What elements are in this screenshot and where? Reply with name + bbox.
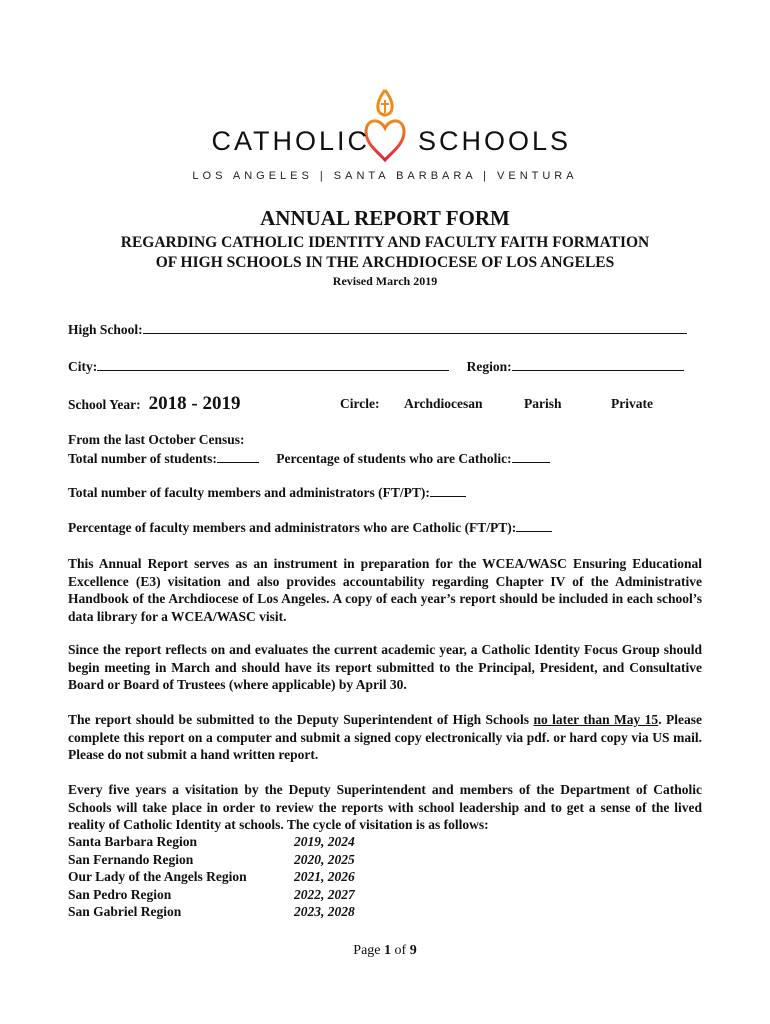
cycle-row — [68, 833, 355, 851]
school-year-row — [68, 393, 653, 415]
circle-option-parish[interactable]: Parish — [524, 396, 562, 411]
cycle-years: 2020, 2025 — [294, 851, 355, 867]
paragraph-visitation: Every five years a visitation by the Deputy Superintendent and members of the Department of Catholic Schools will take place in order to review the reports with school leadership and to get a sense of the lived reality of Catholic Identity at schools. The cycle of visitation is as follows: — [68, 782, 702, 833]
paragraph-purpose: This Annual Report serves as an instrument in preparation for the WCEA/WASC Ensuring Educational Excellence (E3) visitation and also provides accountability regarding Chapter IV of the Administrative Handbook of the Archdiocese of Los Angeles. A copy of each year’s report should be included in each school’s data library for a WCEA/WASC visit. — [68, 556, 702, 624]
paragraph-submission — [68, 711, 702, 764]
cycle-years: 2023, 2028 — [294, 904, 355, 920]
high-school-label: High School: — [68, 322, 143, 337]
deadline-text: no later than May 15 — [533, 712, 659, 727]
submission-text-2: . Please complete this report on a computer and submit a signed copy electronically via pdf. or hard copy via US mail. Please do not submit a hand written report. — [68, 712, 702, 763]
page-prefix: Page — [353, 943, 385, 958]
subtitle-line-1: REGARDING CATHOLIC IDENTITY AND FACULTY FAITH FORMATION — [120, 234, 650, 251]
document-title: ANNUAL REPORT FORM — [260, 206, 510, 230]
total-students-field[interactable] — [217, 450, 259, 463]
circle-option-archdiocesan[interactable]: Archdiocesan — [404, 396, 483, 411]
page-number — [0, 943, 770, 959]
pct-catholic-students-label: Percentage of students who are Catholic: — [276, 451, 512, 466]
pct-catholic-students-field[interactable] — [512, 450, 550, 463]
region-label: Region: — [466, 359, 512, 374]
paragraph-focus-group: Since the report reflects on and evaluates the current academic year, a Catholic Identity Focus Group should begin meeting in March and should have its report submitted to the Principal, President, and Consultative Board or Board of Trustees (where applicable) by April 30. — [68, 642, 702, 693]
cycle-years: 2019, 2024 — [294, 834, 355, 849]
school-year-value[interactable]: 2018 - 2019 — [148, 393, 241, 414]
page-current: 1 — [384, 943, 392, 958]
document-subtitle — [0, 233, 770, 273]
city-field[interactable] — [97, 358, 449, 371]
catholic-schools-logo — [0, 88, 770, 188]
submission-text: The report should be submitted to the Deputy Superintendent of High Schools — [68, 712, 534, 727]
city-region-row — [68, 358, 684, 375]
high-school-field[interactable] — [143, 321, 687, 334]
cycle-region: San Fernando Region — [68, 851, 194, 867]
pct-catholic-faculty-label: Percentage of faculty members and administrators who are Catholic (FT/PT): — [68, 520, 517, 535]
census-row — [68, 450, 550, 467]
cycle-years: 2022, 2027 — [294, 886, 355, 902]
cycle-row — [68, 903, 355, 921]
cycle-row — [68, 886, 355, 904]
cycle-region: San Gabriel Region — [68, 904, 182, 920]
page-of: of — [391, 943, 410, 958]
cycle-row — [68, 851, 355, 869]
pct-catholic-faculty-field[interactable] — [516, 519, 552, 532]
logo-text-catholic: CATHOLIC — [211, 126, 370, 156]
city-label: City: — [68, 359, 98, 374]
logo-subtitle: LOS ANGELES | SANTA BARBARA | VENTURA — [192, 170, 578, 182]
faculty-row — [68, 484, 466, 501]
circle-label: Circle: — [340, 396, 380, 411]
total-faculty-label: Total number of faculty members and administrators (FT/PT): — [68, 485, 430, 500]
total-students-label: Total number of students: — [68, 451, 217, 466]
logo-text-schools: SCHOOLS — [418, 126, 572, 156]
total-faculty-field[interactable] — [430, 484, 466, 497]
cycle-row — [68, 868, 355, 886]
revised-date: Revised March 2019 — [332, 274, 438, 288]
visitation-cycle-table — [68, 833, 355, 921]
school-year-label: School Year: — [68, 397, 141, 412]
subtitle-line-2: OF HIGH SCHOOLS IN THE ARCHDIOCESE OF LOS ANGELES — [155, 254, 615, 271]
region-field[interactable] — [512, 358, 684, 371]
high-school-row — [68, 321, 687, 338]
circle-option-private[interactable]: Private — [611, 396, 653, 411]
cycle-region: San Pedro Region — [68, 886, 172, 902]
census-label: From the last October Census: — [68, 432, 245, 447]
cycle-region: Our Lady of the Angels Region — [68, 869, 247, 885]
faculty-catholic-row — [68, 519, 552, 536]
cycle-region: Santa Barbara Region — [68, 834, 198, 849]
page-total: 9 — [409, 943, 417, 958]
cycle-years: 2021, 2026 — [294, 869, 355, 885]
